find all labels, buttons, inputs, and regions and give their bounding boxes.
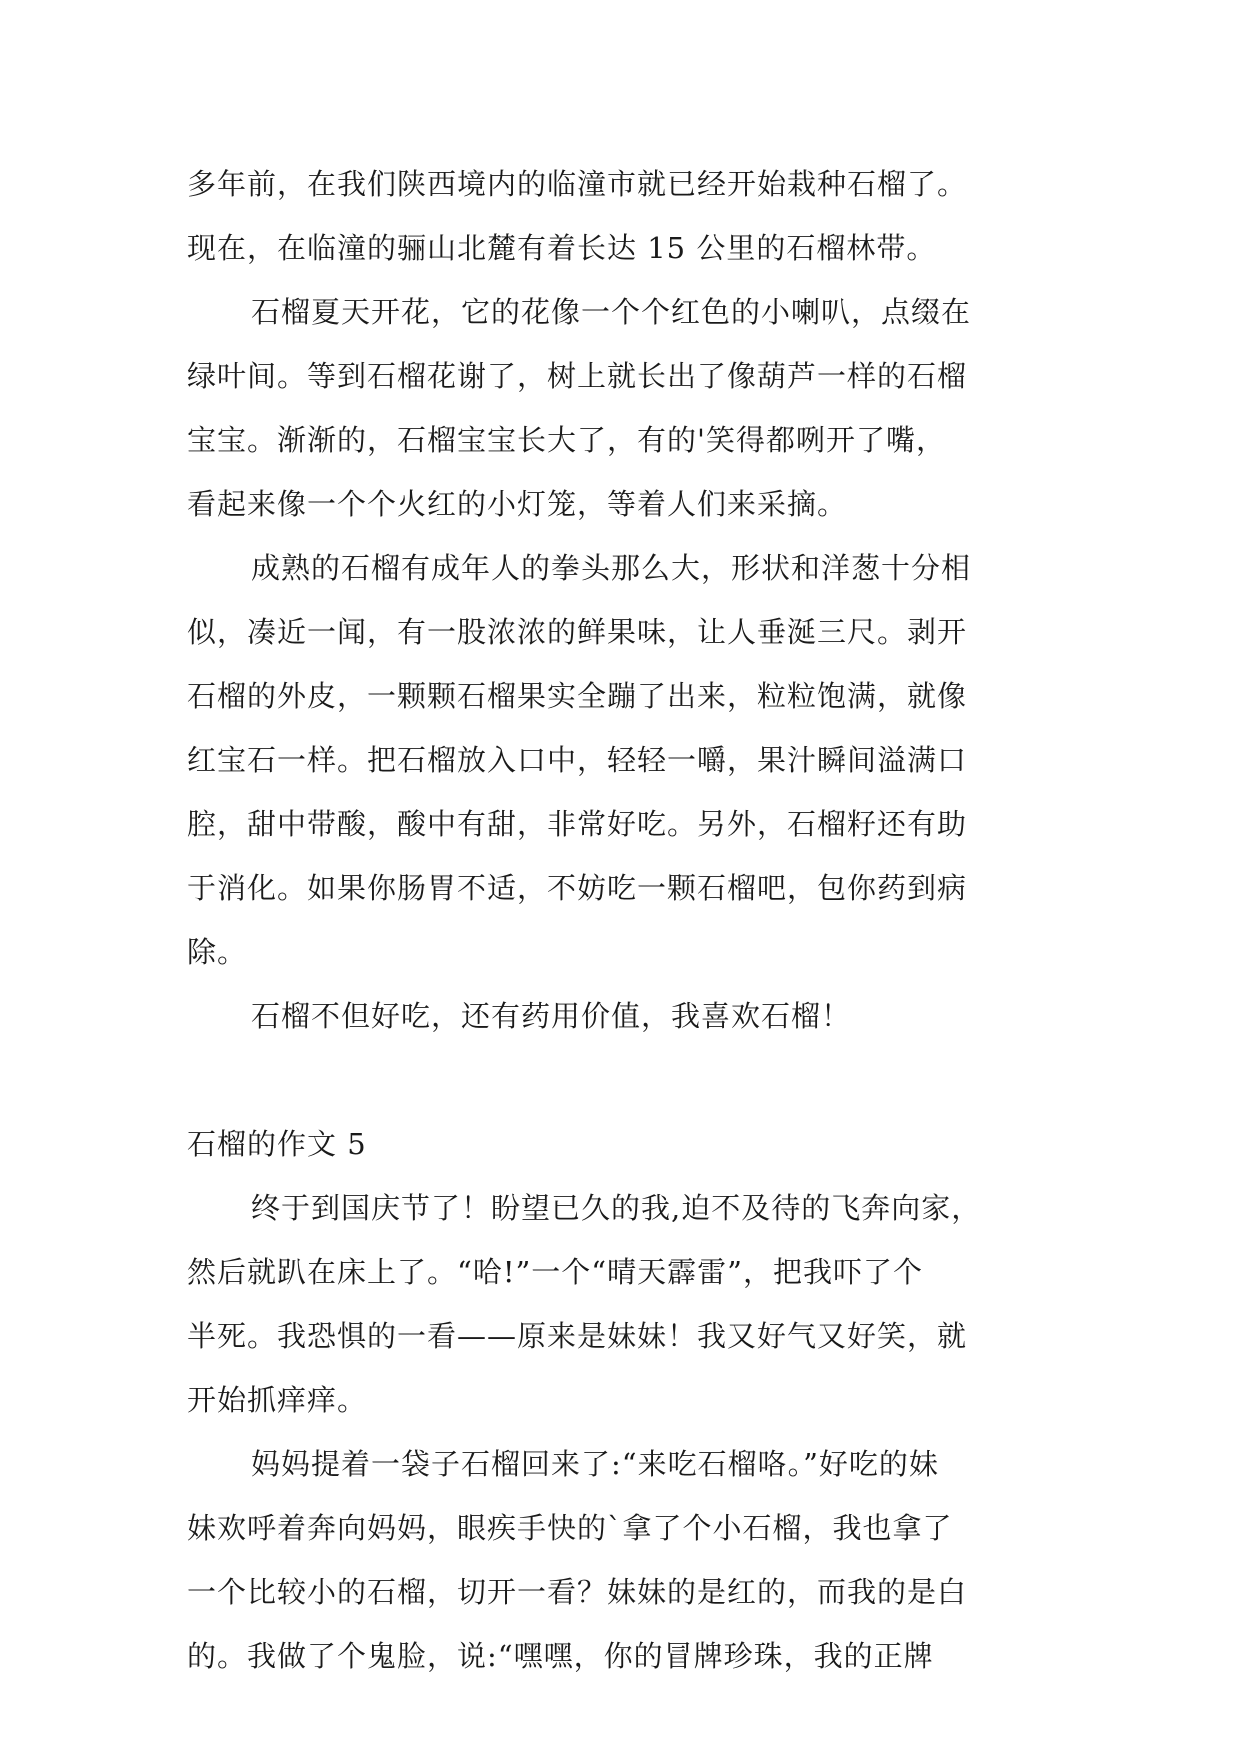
essay-heading: 石榴的作文 5 <box>187 1127 367 1161</box>
paragraph-ripe-pomegranate <box>187 536 1087 984</box>
text-line: 除。 <box>187 935 248 969</box>
text-line: 成熟的石榴有成年人的拳头那么大，形状和洋葱十分相 <box>251 551 972 585</box>
text-line: 开始抓痒痒。 <box>187 1383 368 1417</box>
document-body <box>187 152 1087 1688</box>
text-line: 妈妈提着一袋子石榴回来了:“来吃石榴咯。”好吃的妹 <box>251 1447 939 1481</box>
text-line: 似，凑近一闻，有一股浓浓的鲜果味，让人垂涎三尺。剥开 <box>187 615 968 649</box>
text-line: 于消化。如果你肠胃不适，不妨吃一颗石榴吧，包你药到病 <box>187 871 968 905</box>
text-line: 腔，甜中带酸，酸中有甜，非常好吃。另外，石榴籽还有助 <box>187 807 968 841</box>
text-line: 的。我做了个鬼脸，说:“嘿嘿，你的冒牌珍珠，我的正牌 <box>187 1639 934 1673</box>
text-line: 石榴夏天开花，它的花像一个个红色的小喇叭，点缀在 <box>251 295 972 329</box>
text-line: 现在，在临潼的骊山北麓有着长达 15 公里的石榴林带。 <box>187 231 937 265</box>
text-line: 然后就趴在床上了。“哈!”一个“晴天霹雷”，把我吓了个 <box>187 1255 923 1289</box>
paragraph-national-day <box>187 1176 1087 1432</box>
paragraph-conclusion <box>187 984 1087 1048</box>
text-line: 半死。我恐惧的一看——原来是妹妹！我又好气又好笑，就 <box>187 1319 968 1353</box>
text-line: 石榴的外皮，一颗颗石榴果实全蹦了出来，粒粒饱满，就像 <box>187 679 968 713</box>
section-gap <box>187 1048 1087 1112</box>
text-line: 多年前，在我们陕西境内的临潼市就已经开始栽种石榴了。 <box>187 167 968 201</box>
text-line: 终于到国庆节了！盼望已久的我,迫不及待的飞奔向家， <box>251 1191 982 1225</box>
text-line: 宝宝。渐渐的，石榴宝宝长大了，有的'笑得都咧开了嘴， <box>187 423 946 457</box>
paragraph-mother-returns <box>187 1432 1087 1688</box>
paragraph-pomegranate-flowers <box>187 280 1087 536</box>
text-line: 绿叶间。等到石榴花谢了，树上就长出了像葫芦一样的石榴 <box>187 359 968 393</box>
text-line: 一个比较小的石榴，切开一看？妹妹的是红的，而我的是白 <box>187 1575 968 1609</box>
paragraph-pomegranate-history <box>187 152 1087 280</box>
text-line: 妹欢呼着奔向妈妈，眼疾手快的`拿了个小石榴，我也拿了 <box>187 1511 953 1545</box>
text-line: 红宝石一样。把石榴放入口中，轻轻一嚼，果汁瞬间溢满口 <box>187 743 968 777</box>
text-line: 看起来像一个个火红的小灯笼，等着人们来采摘。 <box>187 487 848 521</box>
text-line: 石榴不但好吃，还有药用价值，我喜欢石榴！ <box>251 999 852 1033</box>
